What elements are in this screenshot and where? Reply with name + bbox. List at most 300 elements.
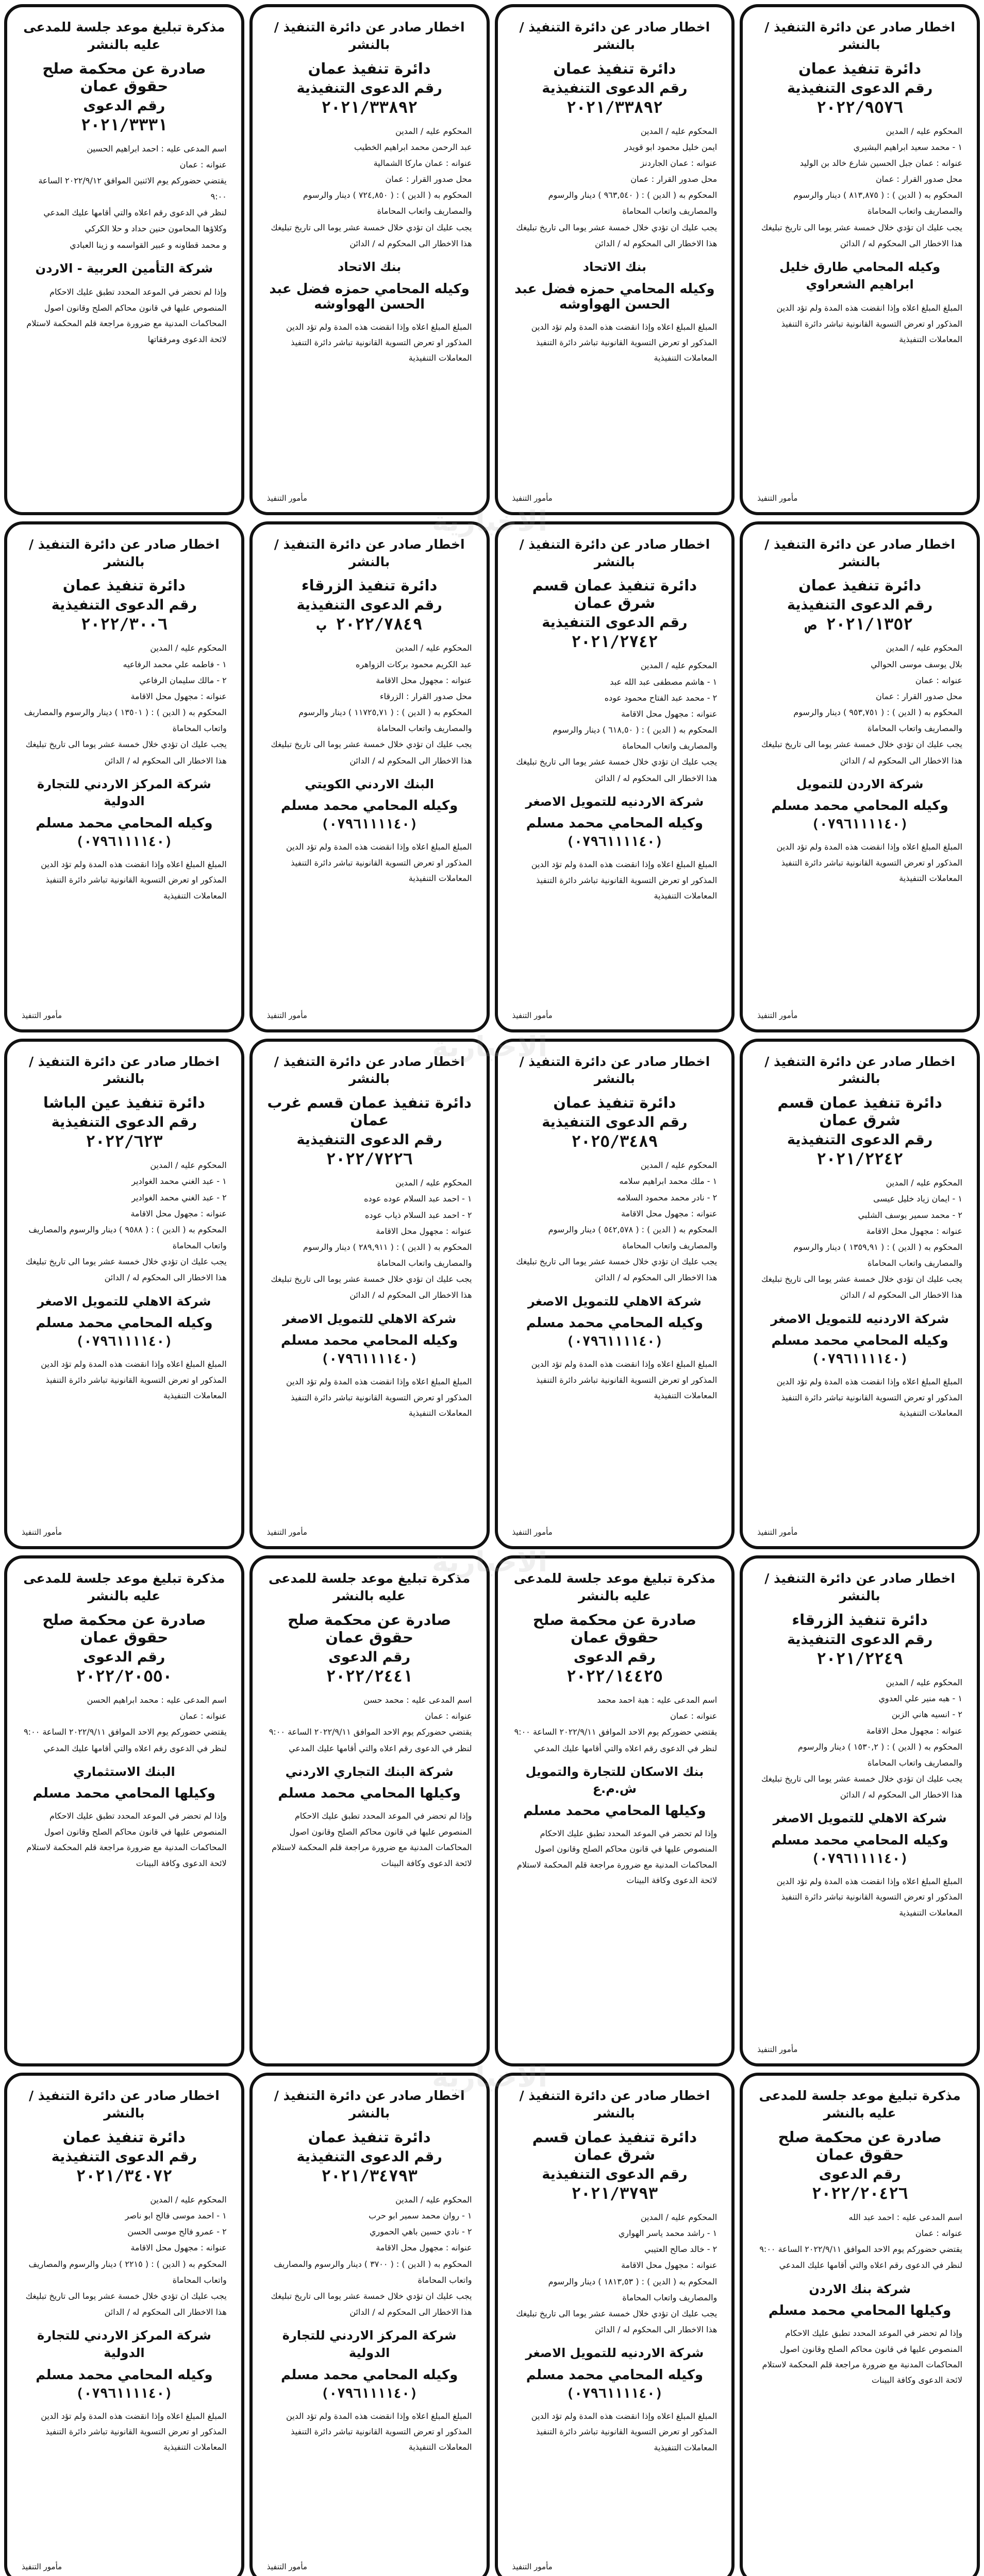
notice-title: اخطار صادر عن دائرة التنفيذ / بالنشر: [519, 536, 710, 569]
notice-line: يقتضي حضوركم يوم الاثنين الموافق ٢٠٢٢/٩/١٢ الساعة ٩:٠٠: [38, 175, 227, 202]
notice-case-number: ٢٠٢٢/٢٠٥٥٠: [76, 1667, 173, 1686]
notice-line: محل صدور القرار : الزرقاء: [379, 691, 472, 701]
legal-notice: [249, 1555, 490, 2066]
notice-line: ١ - هاشم مصطفى عبد الله عبد: [610, 676, 718, 687]
notice-lawyer: وكيله المحامي محمد مسلم: [771, 1833, 948, 1849]
notice-creditor: شركة الاهلي للتمويل الاصغر: [527, 1294, 702, 1309]
notice-line: المحكوم عليه / المدين: [886, 1677, 962, 1687]
legal-notice: [495, 2073, 735, 2576]
notice-closing: المبلغ المبلغ اعلاه وإذا انقضت هذه المدة ولم تؤد الدين المذكور او تعرض التسوية القانونية تباشر دائرة التنفيذ المعاملات التنفيذية: [286, 1377, 472, 1418]
notice-case-label: رقم الدعوى التنفيذية: [787, 80, 933, 96]
notice-lawyer: وكيلها المحامي محمد مسلم: [768, 2303, 952, 2319]
notice-closing: المبلغ المبلغ اعلاه وإذا انقضت هذه المدة ولم تؤد الدين المذكور او تعرض التسوية القانونية تباشر دائرة التنفيذ المعاملات التنفيذية: [776, 1377, 962, 1418]
notice-line: المحكوم عليه / المدين: [886, 643, 962, 653]
notice-line: ٢ - انسيه هاني الزبن: [891, 1709, 962, 1720]
notice-creditor: وكيله المحامي طارق خليل ابراهيم الشعراوي: [779, 260, 941, 292]
legal-notice: [495, 4, 735, 515]
notice-body: [757, 1175, 962, 1303]
notice-case-label: رقم الدعوى: [83, 1649, 165, 1665]
notice-line: و محمد قطاونه و عبير القواسمه و زينا العبادي: [70, 240, 227, 250]
notice-line: يجب عليك ان تؤدي خلال خمسة عشر يوما الى تاريخ تبليغك هذا الاخطار الى المحكوم له / الدائن: [761, 222, 962, 248]
notice-creditor: شركة الاردنيه للتمويل الاصغر: [525, 794, 704, 809]
notice-line: عنوانه : مجهول محل الاقامة: [866, 1725, 962, 1736]
notice-lawyer: وكيله المحامي محمد مسلم: [771, 1333, 948, 1349]
notice-title: اخطار صادر عن دائرة التنفيذ / بالنشر: [274, 536, 465, 569]
notice-line: المحكوم عليه / المدين: [150, 1160, 227, 1171]
notice-line: اسم المدعى عليه : هبة احمد محمد: [597, 1694, 718, 1705]
notice-case-number: ٢٠٢٢/١٤٤٢٥: [566, 1667, 663, 1686]
notice-case-number: ٢٠٢١/٢٢٤٩: [816, 1649, 904, 1668]
notice-case-number: ٢٠٢١/٣٣٨٩٢: [566, 98, 663, 117]
notice-creditor: شركة الاهلي للتمويل الاصغر: [282, 1311, 457, 1326]
notice-phone: (٠٧٩٦١١١١٤٠): [811, 1851, 909, 1867]
notice-court: دائرة تنفيذ عمان قسم شرق عمان: [532, 577, 697, 612]
notice-body: [512, 657, 718, 786]
notice-lawyer: وكيله المحامي حمزه فضل عبد الحسن الهواوشه: [514, 281, 715, 312]
notice-creditor: شركة الاهلي للتمويل الاصغر: [773, 1811, 947, 1826]
notice-body: [757, 1674, 962, 1803]
notice-line: المحكوم به ( الدين ) : ( ٨١٣,٨٧٥ ) دينار والرسوم والمصاريف واتعاب المحاماة: [793, 190, 962, 216]
legal-notice: [249, 2073, 490, 2576]
notice-closing: المبلغ المبلغ اعلاه وإذا انقضت هذه المدة ولم تؤد الدين المذكور او تعرض التسوية القانونية تباشر دائرة التنفيذ المعاملات التنفيذية: [531, 321, 718, 363]
notice-line: المحكوم عليه / المدين: [150, 643, 227, 653]
notice-lawyer: وكيله المحامي محمد مسلم: [280, 2367, 458, 2383]
notice-closing: المبلغ المبلغ اعلاه وإذا انقضت هذه المدة ولم تؤد الدين المذكور او تعرض التسوية القانونية تباشر دائرة التنفيذ المعاملات التنفيذية: [41, 859, 227, 901]
notice-line: محل صدور القرار : عمان: [385, 174, 472, 184]
notice-line: المحكوم به ( الدين ) : ( ٩٦٣,٥٤٠ ) دينار والرسوم والمصاريف واتعاب المحاماة: [548, 190, 718, 216]
notice-body: [512, 2209, 718, 2338]
notice-line: يجب عليك ان تؤدي خلال خمسة عشر يوما الى تاريخ تبليغك هذا الاخطار الى المحكوم له / الدائن: [271, 222, 472, 248]
notice-case-label: رقم الدعوى: [83, 97, 165, 114]
notice-line: المحكوم عليه / المدين: [395, 1178, 472, 1188]
notice-line: عنوانه : مجهول محل الاقامة: [621, 1208, 718, 1218]
notice-creditor: البنك الاردني الكويتي: [305, 776, 434, 791]
notice-line: عنوانه : مجهول محل الاقامة: [866, 1226, 962, 1236]
notice-line: عنوانه : عمان: [915, 2228, 962, 2239]
notice-line: ١ - احمد عبد السلام عوده عوده: [364, 1194, 472, 1204]
notice-title: اخطار صادر عن دائرة التنفيذ / بالنشر: [28, 2088, 220, 2121]
notice-closing: المبلغ المبلغ اعلاه وإذا انقضت هذه المدة ولم تؤد الدين المذكور او تعرض التسوية القانونية تباشر دائرة التنفيذ المعاملات التنفيذية: [286, 2411, 472, 2452]
notice-body: [22, 1692, 227, 1756]
notice-line: اسم المدعى عليه : احمد ابراهيم الحسين: [87, 143, 227, 154]
notice-court: دائرة تنفيذ عمان قسم شرق عمان: [532, 2128, 697, 2163]
notice-line: المحكوم به ( الدين ) : ( ٩٥٣,٧٥١ ) دينار والرسوم والمصاريف واتعاب المحاماة: [793, 707, 962, 734]
notice-line: يجب عليك ان تؤدي خلال خمسة عشر يوما الى تاريخ تبليغك هذا الاخطار الى المحكوم له / الدائن: [25, 2291, 227, 2317]
notice-court: دائرة تنفيذ عين الباشا: [43, 1094, 205, 1112]
notice-phone: (٠٧٩٦١١١١٤٠): [566, 1334, 663, 1350]
notice-line: يقتضي حضوركم يوم الاحد الموافق ٢٠٢٢/٩/١١ الساعة ٩:٠٠: [514, 1727, 718, 1737]
notice-line: عنوانه : عمان الجاردنز: [640, 158, 718, 168]
notice-line: ١ - احمد موسى فالح ابو ناصر: [125, 2211, 227, 2221]
notice-line: المحكوم به ( الدين ) : ( ٢٢١٥ ) دينار والرسوم والمصاريف واتعاب المحاماة: [28, 2259, 227, 2285]
notice-lawyer: وكيله المحامي محمد مسلم: [526, 1315, 704, 1331]
notice-creditor: شركة الاردن للتمويل: [796, 776, 924, 791]
notice-phone: (٠٧٩٦١١١١٤٠): [566, 2385, 663, 2401]
notice-title: اخطار صادر عن دائرة التنفيذ / بالنشر: [28, 1054, 220, 1087]
notice-line: المحكوم به ( الدين ) : ( ٢٨٩,٩١١ ) دينار والرسوم والمصاريف واتعاب المحاماة: [303, 1242, 472, 1268]
watermark: الاخبارية: [431, 1030, 548, 1063]
notice-body: [267, 1692, 472, 1756]
notice-line: عنوانه : عمان: [179, 1711, 227, 1721]
notice-creditor: شركة المركز الاردني للتجارة الدولية: [282, 2328, 457, 2360]
notice-title: اخطار صادر عن دائرة التنفيذ / بالنشر: [274, 20, 465, 52]
notice-creditor: شركة الاردنيه للتمويل الاصغر: [771, 1311, 949, 1326]
notice-case-label: رقم الدعوى التنفيذية: [542, 80, 688, 96]
notice-line: لنظر في الدعوى رقم اعلاه والتي أقامها عليك المدعي: [43, 208, 227, 218]
notice-line: عنوانه : مجهول محل الاقامة: [376, 675, 472, 685]
notice-line: ١ - عبد الغني محمد الغوادير: [131, 1176, 227, 1187]
notice-court: دائرة تنفيذ عمان: [308, 2128, 431, 2146]
notice-title: اخطار صادر عن دائرة التنفيذ / بالنشر: [28, 536, 220, 569]
legal-notice: [4, 1555, 244, 2066]
notice-court: صادرة عن محكمة صلح حقوق عمان: [287, 1611, 452, 1646]
legal-notice: [4, 1039, 244, 1550]
notice-case-number: ٢٠٢٢/٣٠٠٦: [80, 615, 168, 634]
notice-phone: (٠٧٩٦١١١١٤٠): [75, 834, 173, 850]
notice-line: محل صدور القرار : عمان: [875, 691, 962, 701]
notice-case-label: رقم الدعوى التنفيذية: [542, 1114, 688, 1131]
notice-creditor: شركة بنك الاردن: [809, 2281, 911, 2296]
notice-lawyer: وكيلها المحامي محمد مسلم: [32, 1786, 216, 1802]
notice-line: ١ - ملك محمد ابراهيم سلامه: [619, 1176, 718, 1187]
notice-line: اسم المدعى عليه : احمد عبد الله: [848, 2212, 962, 2222]
notice-lawyer: وكيله المحامي محمد مسلم: [36, 816, 213, 832]
notice-title: مذكرة تبليغ موعد جلسة للمدعى عليه بالنشر: [268, 1571, 471, 1604]
notice-line: يجب عليك ان تؤدي خلال خمسة عشر يوما الى تاريخ تبليغك هذا الاخطار الى المحكوم له / الدائن: [25, 739, 227, 766]
notice-line: عنوانه : عمان: [670, 1711, 718, 1721]
notice-lawyer: وكيله المحامي محمد مسلم: [526, 816, 704, 832]
notice-case-label: رقم الدعوى التنفيذية: [51, 2148, 197, 2165]
notice-signature: مأمور التنفيذ: [266, 493, 307, 503]
notice-case-number: ٢٠٢٢/٢٤٤١: [326, 1667, 413, 1686]
notice-line: ١ - هبه منير علي العدوي: [878, 1693, 962, 1704]
notice-closing: المبلغ المبلغ اعلاه وإذا انقضت هذه المدة ولم تؤد الدين المذكور او تعرض التسوية القانونية تباشر دائرة التنفيذ المعاملات التنفيذية: [286, 321, 472, 363]
notice-line: يجب عليك ان تؤدي خلال خمسة عشر يوما الى تاريخ تبليغك هذا الاخطار الى المحكوم له / الدائن: [761, 739, 962, 766]
notice-body: [267, 1175, 472, 1303]
notice-line: عبد الكريم محمود بركات الزواهره: [355, 659, 472, 669]
notice-signature: مأمور التنفيذ: [512, 1528, 553, 1537]
notice-case-label: رقم الدعوى التنفيذية: [787, 1631, 933, 1648]
notice-line: يجب عليك ان تؤدي خلال خمسة عشر يوما الى تاريخ تبليغك هذا الاخطار الى المحكوم له / الدائن: [25, 1257, 227, 1283]
notice-creditor: شركة الاردنيه للتمويل الاصغر: [525, 2346, 704, 2361]
notice-closing: المبلغ المبلغ اعلاه وإذا انقضت هذه المدة ولم تؤد الدين المذكور او تعرض التسوية القانونية تباشر دائرة التنفيذ المعاملات التنفيذية: [531, 1359, 718, 1401]
notice-body: [22, 141, 227, 253]
notice-signature: مأمور التنفيذ: [512, 2562, 553, 2572]
notice-court: صادرة عن محكمة صلح حقوق عمان: [778, 2128, 942, 2163]
legal-notice: [249, 1039, 490, 1550]
notice-court: دائرة تنفيذ عمان قسم غرب عمان: [267, 1094, 472, 1129]
notice-title: مذكرة تبليغ موعد جلسة للمدعى عليه بالنشر: [23, 1571, 225, 1604]
notice-lawyer: وكيله المحامي محمد مسلم: [771, 798, 948, 814]
notice-line: ٢ - خالد صالح العتيبي: [644, 2244, 718, 2255]
notice-line: ايمن خليل محمود ابو قويدر: [624, 142, 718, 152]
notice-line: ١ - راشد محمد ياسر الهواري: [618, 2228, 718, 2239]
notice-closing: وإذا لم تحضر في الموعد المحدد تطبق عليك الاحكام المنصوص عليها في قانون محاكم الصلح وقانون اصول المحاكمات المدنية مع ضرورة مراجعة قلم المحكمة لاستلام لائحة الدعوى وكافة البينات: [26, 1811, 227, 1868]
notice-line: ٢ - نادر محمد محمود السلامه: [616, 1192, 718, 1202]
watermark: الاخبارية: [431, 2061, 548, 2093]
notice-title: مذكرة تبليغ موعد جلسة للمدعى عليه بالنشر: [759, 2088, 961, 2121]
notice-creditor: البنك الاستثماري: [73, 1764, 175, 1779]
notice-title: اخطار صادر عن دائرة التنفيذ / بالنشر: [519, 2088, 710, 2121]
notice-line: المحكوم به ( الدين ) : ( ١١٧٢٥,٧١ ) دينار والرسوم والمصاريف واتعاب المحاماة: [298, 707, 472, 734]
notice-line: المحكوم عليه / المدين: [395, 2194, 472, 2205]
notice-line: المحكوم به ( الدين ) : ( ٩٥٨٨ ) دينار والرسوم والمصاريف واتعاب المحاماة: [28, 1224, 227, 1251]
notice-case-number: ٢٠٢١/١٣٥٢ ص: [807, 615, 913, 634]
notice-lawyer: وكيلها المحامي محمد مسلم: [278, 1786, 461, 1802]
notice-signature: مأمور التنفيذ: [757, 2045, 798, 2055]
notice-line: عنوانه : مجهول محل الاقامة: [376, 1226, 472, 1236]
notice-body: [22, 640, 227, 769]
notice-closing: المبلغ المبلغ اعلاه وإذا انقضت هذه المدة ولم تؤد الدين المذكور او تعرض التسوية القانونية تباشر دائرة التنفيذ المعاملات التنفيذية: [41, 2411, 227, 2452]
notice-court: صادرة عن محكمة صلح حقوق عمان: [532, 1611, 697, 1646]
legal-notice: [495, 1039, 735, 1550]
legal-notice: [740, 521, 980, 1032]
notice-line: ٢ - مالك سليمان الرفاعي: [139, 675, 227, 685]
notice-signature: مأمور التنفيذ: [757, 1010, 798, 1020]
notice-line: اسم المدعى عليه : محمد ابراهيم الحسن: [87, 1694, 227, 1705]
notice-line: ١ - ايمان زياد خليل عيسى: [873, 1194, 962, 1204]
notice-line: وكلاؤها المحامون حنين حداد و حلا الكركي: [85, 224, 227, 234]
notice-line: يجب عليك ان تؤدي خلال خمسة عشر يوما الى تاريخ تبليغك هذا الاخطار الى المحكوم له / الدائن: [516, 222, 718, 248]
notice-line: عنوانه : مجهول محل الاقامة: [130, 1208, 227, 1218]
notice-phone: (٠٧٩٦١١١١٤٠): [75, 1334, 173, 1350]
notice-case-number: ٢٠٢١/٢٧٤٢: [571, 633, 658, 652]
notice-creditor: بنك الاسكان للتجارة والتمويل ش.م.ع: [525, 1764, 704, 1797]
notice-lawyer: وكيلها المحامي محمد مسلم: [523, 1803, 706, 1819]
notice-line: يقتضي حضوركم يوم الاحد الموافق ٢٠٢٢/٩/١١ الساعة ٩:٠٠: [24, 1727, 227, 1737]
notice-title: اخطار صادر عن دائرة التنفيذ / بالنشر: [274, 1054, 465, 1087]
notice-case-label: رقم الدعوى التنفيذية: [51, 1114, 197, 1131]
notice-court: دائرة تنفيذ عمان: [798, 577, 922, 595]
notice-phone: (٠٧٩٦١١١١٤٠): [321, 2385, 418, 2401]
notice-case-number: ٢٠٢٢/٧٨٤٩ ب: [316, 615, 423, 634]
notice-line: يجب عليك ان تؤدي خلال خمسة عشر يوما الى تاريخ تبليغك هذا الاخطار الى المحكوم له / الدائن: [761, 1274, 962, 1300]
legal-notice: [4, 4, 244, 515]
legal-notice: [740, 2073, 980, 2576]
notice-signature: مأمور التنفيذ: [266, 1528, 307, 1537]
legal-notice: [495, 521, 735, 1032]
notice-case-label: رقم الدعوى التنفيذية: [296, 80, 442, 96]
notice-phone: (٠٧٩٦١١١١٤٠): [566, 834, 663, 850]
notice-case-label: رقم الدعوى التنفيذية: [296, 597, 442, 614]
notice-phone: (٠٧٩٦١١١١٤٠): [75, 2385, 173, 2401]
notice-body: [757, 123, 962, 252]
notice-line: المحكوم به ( الدين ) : ( ٥٤٢,٥٧٨ ) دينار والرسوم والمصاريف واتعاب المحاماة: [548, 1224, 718, 1251]
legal-notice: [249, 521, 490, 1032]
notice-signature: مأمور التنفيذ: [266, 1010, 307, 1020]
notice-creditor: شركة الاهلي للتمويل الاصغر: [37, 1294, 211, 1309]
notice-phone: (٠٧٩٦١١١١٤٠): [321, 1351, 418, 1367]
legal-notice: [249, 4, 490, 515]
notice-case-number: ٢٠٢١/٣٤٧٩٣: [321, 2166, 418, 2185]
notice-body: [512, 1157, 718, 1286]
notice-line: المحكوم به ( الدين ) : ( ٣٧٠٠ ) دينار والرسوم والمصاريف واتعاب المحاماة: [274, 2259, 472, 2285]
notice-line: ٢ - احمد عبد السلام ذياب عوده: [364, 1210, 472, 1220]
notice-title: اخطار صادر عن دائرة التنفيذ / بالنشر: [764, 20, 956, 52]
notice-court: صادرة عن محكمة صلح حقوق عمان: [42, 1611, 206, 1646]
notice-case-number: ٢٠٢٢/٢٠٤٢٦: [811, 2184, 908, 2203]
notice-closing: المبلغ المبلغ اعلاه وإذا انقضت هذه المدة ولم تؤد الدين المذكور او تعرض التسوية القانونية تباشر دائرة التنفيذ المعاملات التنفيذية: [776, 303, 962, 344]
notice-court: دائرة تنفيذ عمان: [553, 59, 676, 77]
notice-title: اخطار صادر عن دائرة التنفيذ / بالنشر: [764, 1571, 956, 1604]
notice-case-number: ٢٠٢٥/٣٤٨٩: [571, 1132, 658, 1151]
notice-body: [22, 1157, 227, 1286]
notice-signature: مأمور التنفيذ: [512, 1010, 553, 1020]
notice-title: مذكرة تبليغ موعد جلسة للمدعى عليه بالنشر: [23, 20, 225, 52]
notice-creditor: بنك الاتحاد: [338, 260, 402, 274]
watermark: الاخبارية: [431, 1546, 548, 1578]
notice-line: عنوانه : مجهول محل الاقامة: [130, 691, 227, 701]
notice-title: اخطار صادر عن دائرة التنفيذ / بالنشر: [519, 1054, 710, 1087]
notice-line: المحكوم عليه / المدين: [640, 660, 718, 671]
notice-line: عنوانه : عمان: [425, 1711, 472, 1721]
notice-case-label: رقم الدعوى التنفيذية: [51, 597, 197, 614]
notice-line: ١ - فاطمه علي محمد الرفاعيه: [123, 659, 227, 669]
notice-court: دائرة تنفيذ عمان قسم شرق عمان: [777, 1094, 942, 1129]
notice-body: [757, 640, 962, 769]
notice-line: لنظر في الدعوى رقم اعلاه والتي أقامها عليك المدعي: [289, 1743, 472, 1753]
notice-creditor: شركة المركز الاردني للتجارة الدولية: [37, 2328, 211, 2360]
notice-line: المحكوم عليه / المدين: [886, 1178, 962, 1188]
notice-line: المحكوم به ( الدين ) : ( ٦١٨,٥٠ ) دينار والرسوم والمصاريف واتعاب المحاماة: [553, 725, 718, 751]
notice-line: المحكوم عليه / المدين: [395, 643, 472, 653]
notice-lawyer: وكيله المحامي حمزه فضل عبد الحسن الهواوشه: [269, 281, 470, 312]
notice-line: ٢ - عبد الغني محمد الغوادير: [131, 1192, 227, 1202]
notice-signature: مأمور التنفيذ: [22, 1528, 62, 1537]
notice-body: [512, 1692, 718, 1756]
notice-line: عنوانه : مجهول محل الاقامة: [621, 2260, 718, 2270]
notice-line: يجب عليك ان تؤدي خلال خمسة عشر يوما الى تاريخ تبليغك هذا الاخطار الى المحكوم له / الدائن: [516, 2308, 718, 2335]
notice-case-label: رقم الدعوى التنفيذية: [296, 1132, 442, 1148]
notice-body: [267, 640, 472, 769]
notice-closing: المبلغ المبلغ اعلاه وإذا انقضت هذه المدة ولم تؤد الدين المذكور او تعرض التسوية القانونية تباشر دائرة التنفيذ المعاملات التنفيذية: [776, 842, 962, 884]
notice-lawyer: وكيله المحامي محمد مسلم: [36, 1315, 213, 1331]
notice-line: يجب عليك ان تؤدي خلال خمسة عشر يوما الى تاريخ تبليغك هذا الاخطار الى المحكوم له / الدائن: [516, 757, 718, 783]
notice-court: دائرة تنفيذ الزرقاء: [792, 1611, 928, 1629]
notice-closing: وإذا لم تحضر في الموعد المحدد تطبق عليك الاحكام المنصوص عليها في قانون محاكم الصلح وقانون اصول المحاكمات المدنية مع ضرورة مراجعة قلم المحكمة لاستلام لائحة الدعوى وكافة البينات: [516, 1828, 718, 1886]
notice-case-number: ٢٠٢١/٢٢٤٢: [816, 1150, 904, 1169]
notice-line: يقتضي حضوركم يوم الاحد الموافق ٢٠٢٢/٩/١١ الساعة ٩:٠٠: [759, 2244, 962, 2255]
notice-line: عنوانه : عمان ماركا الشمالية: [373, 158, 472, 168]
notice-line: يجب عليك ان تؤدي خلال خمسة عشر يوما الى تاريخ تبليغك هذا الاخطار الى المحكوم له / الدائن: [271, 739, 472, 766]
notice-line: ١ - روان محمد سمير ابو حرب: [369, 2211, 472, 2221]
notice-case-number: ٢٠٢١/٣٧٩٣: [571, 2184, 658, 2203]
notice-phone: (٠٧٩٦١١١١٤٠): [811, 817, 909, 833]
notice-closing: المبلغ المبلغ اعلاه وإذا انقضت هذه المدة ولم تؤد الدين المذكور او تعرض التسوية القانونية تباشر دائرة التنفيذ المعاملات التنفيذية: [776, 1876, 962, 1918]
notice-case-label: رقم الدعوى التنفيذية: [787, 597, 933, 614]
notice-court: دائرة تنفيذ عمان: [553, 1094, 676, 1112]
notice-line: يجب عليك ان تؤدي خلال خمسة عشر يوما الى تاريخ تبليغك هذا الاخطار الى المحكوم له / الدائن: [761, 1774, 962, 1800]
notice-title: اخطار صادر عن دائرة التنفيذ / بالنشر: [764, 1054, 956, 1087]
notice-line: المحكوم عليه / المدين: [640, 1160, 718, 1171]
notice-line: المحكوم عليه / المدين: [886, 126, 962, 136]
notice-case-label: رقم الدعوى التنفيذية: [296, 2148, 442, 2165]
notice-line: لنظر في الدعوى رقم اعلاه والتي أقامها عليك المدعي: [779, 2260, 962, 2270]
notice-title: اخطار صادر عن دائرة التنفيذ / بالنشر: [519, 20, 710, 52]
notice-line: المحكوم به ( الدين ) : ( ١٣٥٠١ ) دينار والرسوم والمصاريف واتعاب المحاماة: [24, 707, 227, 734]
notice-line: عبد الرحمن محمد ابراهيم الخطيب: [354, 142, 472, 152]
notice-case-label: رقم الدعوى التنفيذية: [787, 1132, 933, 1148]
notice-body: [267, 2192, 472, 2320]
notice-line: عنوانه : عمان: [915, 675, 962, 685]
notice-court: دائرة تنفيذ الزرقاء: [301, 577, 438, 595]
notice-line: يجب عليك ان تؤدي خلال خمسة عشر يوما الى تاريخ تبليغك هذا الاخطار الى المحكوم له / الدائن: [271, 1274, 472, 1300]
notice-line: المحكوم به ( الدين ) : ( ١٥٣٠,٢ ) دينار والرسوم والمصاريف واتعاب المحاماة: [797, 1741, 962, 1768]
notice-court: صادرة عن محكمة صلح حقوق عمان: [42, 59, 206, 95]
notice-lawyer: وكيله المحامي محمد مسلم: [280, 798, 458, 814]
notice-line: بلال يوسف موسى الحوالي: [871, 659, 962, 669]
notice-phone: (٠٧٩٦١١١١٤٠): [811, 1351, 909, 1367]
notice-line: ٢ - عمرو فالح موسى الحسن: [127, 2227, 227, 2237]
notice-case-label: رقم الدعوى التنفيذية: [542, 2166, 688, 2182]
notice-signature: مأمور التنفيذ: [22, 2562, 62, 2572]
notice-line: محل صدور القرار : عمان: [875, 174, 962, 184]
notice-case-number: ٢٠٢٢/٧٢٢٦: [326, 1150, 413, 1169]
notice-body: [757, 2209, 962, 2274]
notice-closing: وإذا لم تحضر في الموعد المحدد تطبق عليك الاحكام المنصوص عليها في قانون محاكم الصلح وقانون اصول المحاكمات المدنية مع ضرورة مراجعة قلم المحكمة لاستلام لائحة الدعوى وكافة البينات: [762, 2328, 962, 2385]
notice-closing: المبلغ المبلغ اعلاه وإذا انقضت هذه المدة ولم تؤد الدين المذكور او تعرض التسوية القانونية تباشر دائرة التنفيذ المعاملات التنفيذية: [41, 1359, 227, 1401]
notice-court: دائرة تنفيذ عمان: [62, 577, 186, 595]
notice-case-label: رقم الدعوى: [573, 1649, 656, 1665]
notice-line: عنوانه : مجهول محل الاقامة: [130, 2243, 227, 2253]
notice-case-number: ٢٠٢٢/٦٢٣: [86, 1132, 163, 1151]
notice-line: عنوانه : عمان: [179, 159, 227, 170]
notice-creditor: بنك الاتحاد: [582, 260, 646, 274]
notice-creditor: شركة التأمين العربية - الاردن: [35, 261, 213, 276]
watermark: الاخبارية: [431, 505, 548, 537]
notice-closing: وإذا لم تحضر في الموعد المحدد تطبق عليك الاحكام المنصوص عليها في قانون محاكم الصلح وقانون اصول المحاكمات المدنية مع ضرورة مراجعة قلم المحكمة لاستلام لائحة الدعوى وكافة البينات: [272, 1811, 472, 1868]
notice-court: دائرة تنفيذ عمان: [62, 2128, 186, 2146]
notice-line: ٢ - محمد سمير يوسف الشلبي: [858, 1210, 962, 1220]
notice-line: المحكوم عليه / المدين: [395, 126, 472, 136]
notice-line: ١ - محمد سعيد ابراهيم البشيري: [853, 142, 962, 152]
notice-phone: (٠٧٩٦١١١١٤٠): [321, 817, 418, 833]
notice-line: المحكوم عليه / المدين: [640, 126, 718, 136]
notice-line: عنوانه : مجهول محل الاقامة: [621, 708, 718, 719]
notice-line: محل صدور القرار : عمان: [630, 174, 718, 184]
notice-court: دائرة تنفيذ عمان: [308, 59, 431, 77]
legal-notice: [4, 2073, 244, 2576]
notice-line: ٢ - محمد عبد الفتاح محمود عوده: [604, 692, 718, 703]
notice-signature: مأمور التنفيذ: [757, 493, 798, 503]
notice-line: ٢ - نادي حسين باهي الحموري: [370, 2227, 472, 2237]
notice-line: المحكوم به ( الدين ) : ( ١٨١٣,٥٣ ) دينار والرسوم والمصاريف واتعاب المحاماة: [548, 2276, 718, 2302]
notice-line: يقتضي حضوركم يوم الاحد الموافق ٢٠٢٢/٩/١١ الساعة ٩:٠٠: [269, 1727, 472, 1737]
notice-line: المحكوم عليه / المدين: [640, 2212, 718, 2222]
notice-case-label: رقم الدعوى: [328, 1649, 411, 1665]
notice-signature: مأمور التنفيذ: [757, 1528, 798, 1537]
notice-case-number: ٢٠٢١/٣٣٣١: [80, 115, 168, 134]
notice-line: لنظر في الدعوى رقم اعلاه والتي أقامها عليك المدعي: [43, 1743, 227, 1753]
notice-line: يجب عليك ان تؤدي خلال خمسة عشر يوما الى تاريخ تبليغك هذا الاخطار الى المحكوم له / الدائن: [516, 1257, 718, 1283]
notice-signature: مأمور التنفيذ: [22, 1010, 62, 1020]
notice-closing: وإذا لم تحضر في الموعد المحدد تطبق عليك الاحكام المنصوص عليها في قانون محاكم الصلح وقانون اصول المحاكمات المدنية مع ضرورة مراجعة قلم المحكمة لاستلام لائحة الدعوى ومرفقاتها: [26, 287, 227, 344]
notice-case-number: ٢٠٢٢/٩٥٧٦: [816, 98, 904, 117]
notice-line: المحكوم به ( الدين ) : ( ٧٢٤,٨٥٠ ) دينار والرسوم والمصاريف واتعاب المحاماة: [303, 190, 472, 216]
notice-case-number: ٢٠٢١/٣٤٠٧٢: [76, 2166, 173, 2185]
legal-notice: [4, 521, 244, 1032]
notice-line: المحكوم عليه / المدين: [150, 2194, 227, 2205]
notice-body: [267, 123, 472, 252]
legal-notice: [740, 1039, 980, 1550]
notice-signature: مأمور التنفيذ: [512, 493, 553, 503]
notice-case-number: ٢٠٢١/٣٣٨٩٢: [321, 98, 418, 117]
notice-closing: المبلغ المبلغ اعلاه وإذا انقضت هذه المدة ولم تؤد الدين المذكور او تعرض التسوية القانونية تباشر دائرة التنفيذ المعاملات التنفيذية: [286, 842, 472, 884]
notice-line: اسم المدعى عليه : محمد حسن: [363, 1694, 472, 1705]
notice-closing: المبلغ المبلغ اعلاه وإذا انقضت هذه المدة ولم تؤد الدين المذكور او تعرض التسوية القانونية تباشر دائرة التنفيذ المعاملات التنفيذية: [531, 859, 718, 901]
notice-court: دائرة تنفيذ عمان: [798, 59, 922, 77]
notice-body: [512, 123, 718, 252]
